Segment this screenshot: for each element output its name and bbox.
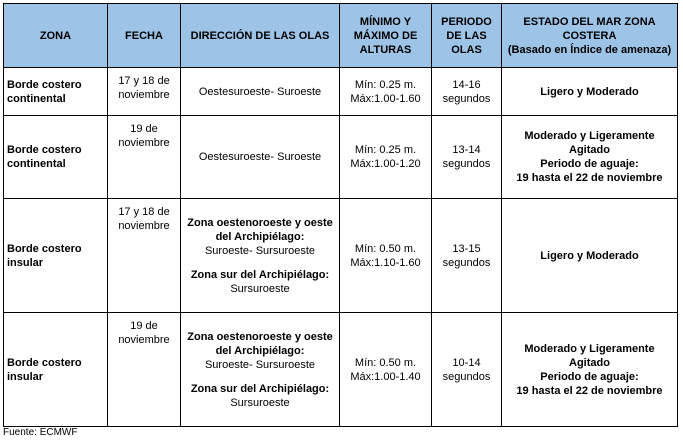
cell-alturas (340, 313, 432, 427)
cell-zona: Borde costero continental (4, 116, 108, 199)
cell-periodo: 13-15 segundos (432, 199, 502, 313)
table-row (4, 199, 678, 313)
cell-alturas (340, 116, 432, 199)
estado-line: 19 hasta el 22 de noviembre (516, 384, 663, 397)
alturas-max: Máx:1.00-1.60 (350, 92, 421, 105)
header-direccion: DIRECCIÓN DE LAS OLAS (181, 4, 340, 68)
direccion-zone-label: Zona sur del Archipiélago: (190, 382, 330, 395)
cell-fecha: 19 de noviembre (108, 313, 181, 427)
table-row (4, 68, 678, 116)
alturas-min: Mín: 0.25 m. (354, 78, 417, 91)
cell-fecha: 17 y 18 de noviembre (108, 199, 181, 313)
alturas-min: Mín: 0.25 m. (354, 144, 417, 156)
source-note: Fuente: ECMWF (3, 427, 78, 438)
direccion-value: Sursuroeste (230, 282, 290, 295)
header-zona: ZONA (4, 4, 108, 68)
cell-estado (502, 68, 678, 116)
header-estado (502, 4, 678, 68)
alturas-min: Mín: 0.50 m. (354, 356, 417, 369)
estado-line: Periodo de aguaje: (540, 158, 639, 170)
cell-periodo: 10-14 segundos (432, 313, 502, 427)
cell-fecha: 19 de noviembre (108, 116, 181, 199)
wave-forecast-table (3, 3, 678, 427)
cell-estado (502, 313, 678, 427)
alturas-max: Máx:1.00-1.20 (350, 158, 421, 170)
direccion-value: Sursuroeste (230, 396, 290, 409)
estado-line: Ligero y Moderado (540, 85, 639, 98)
direccion-zone-label: Zona oestenoroeste y oeste del Archipiélago: (187, 216, 333, 243)
direccion-value: Suroeste- Sursuroeste (204, 358, 316, 371)
cell-fecha: 17 y 18 de noviembre (108, 68, 181, 116)
estado-line: Ligero y Moderado (540, 249, 639, 262)
cell-periodo: 13-14 segundos (432, 116, 502, 199)
alturas-max: Máx:1.10-1.60 (350, 256, 421, 269)
cell-alturas (340, 68, 432, 116)
header-estado-title: ESTADO DEL MAR ZONA COSTERA (523, 15, 656, 42)
header-fecha: FECHA (108, 4, 181, 68)
estado-line: Periodo de aguaje: (540, 370, 639, 383)
header-estado-note: (Basado en Índice de amenaza) (507, 43, 672, 56)
estado-line: Moderado y Ligeramente Agitado (524, 130, 655, 156)
cell-estado (502, 116, 678, 199)
cell-zona: Borde costero insular (4, 313, 108, 427)
header-alturas: MÍNIMO Y MÁXIMO DE ALTURAS (340, 4, 432, 68)
cell-direccion (181, 313, 340, 427)
cell-alturas (340, 199, 432, 313)
cell-zona: Borde costero insular (4, 199, 108, 313)
cell-periodo: 14-16 segundos (432, 68, 502, 116)
direccion-zone-label: Zona oestenoroeste y oeste del Archipiélago: (187, 330, 333, 357)
cell-direccion (181, 199, 340, 313)
table-row (4, 313, 678, 427)
header-periodo: PERIODO DE LAS OLAS (432, 4, 502, 68)
cell-direccion: Oestesuroeste- Suroeste (181, 68, 340, 116)
estado-line: Moderado y Ligeramente Agitado (524, 342, 655, 369)
alturas-min: Mín: 0.50 m. (354, 242, 417, 255)
direccion-zone-label: Zona sur del Archipiélago: (190, 268, 330, 281)
cell-zona: Borde costero continental (4, 68, 108, 116)
table-row (4, 116, 678, 199)
cell-direccion: Oestesuroeste- Suroeste (181, 116, 340, 199)
estado-line: 19 hasta el 22 de noviembre (516, 172, 663, 184)
header-row (4, 4, 678, 68)
alturas-max: Máx:1.00-1.40 (350, 370, 421, 383)
direccion-value: Suroeste- Sursuroeste (204, 244, 316, 257)
cell-estado (502, 199, 678, 313)
